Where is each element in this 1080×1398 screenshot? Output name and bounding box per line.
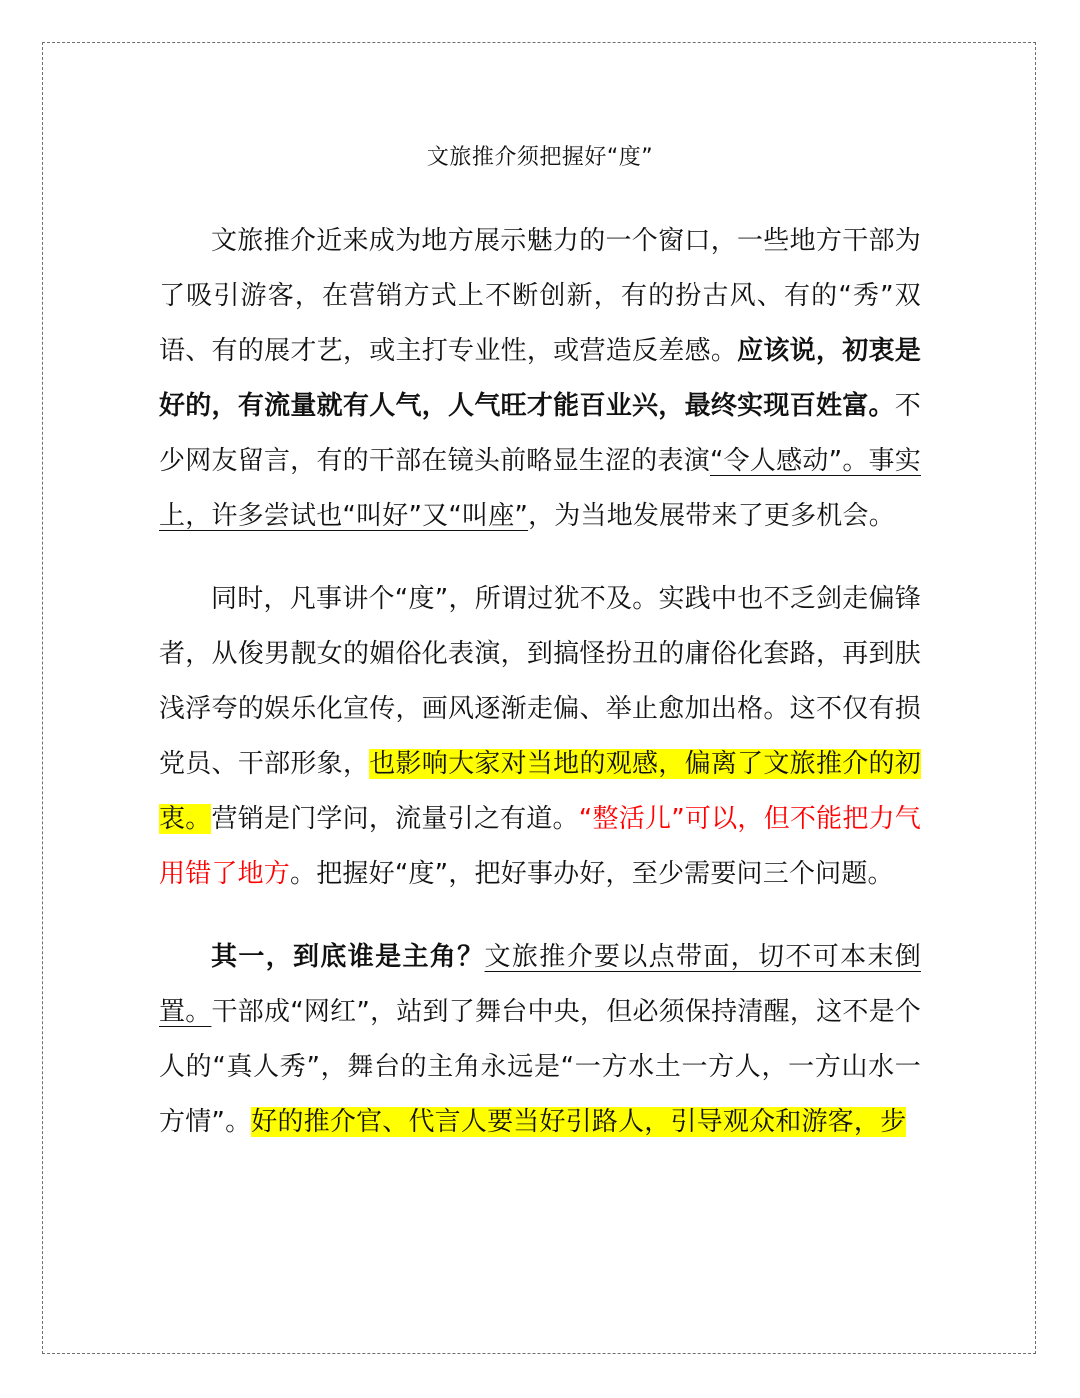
paragraph-3-bold-heading: 其一，到底谁是主角？ — [211, 942, 485, 972]
paragraph-1-text-e: ，为当地发展带来了更多机会。 — [528, 501, 895, 531]
paragraph-3-underlined-text: 文旅推介要以点带面，切不可本末倒置。 — [159, 942, 921, 1027]
paragraph-1 — [159, 214, 921, 544]
paragraph-1-underlined-text: “令人感动”。事实上，许多尝试也“叫好”又“叫座” — [159, 446, 921, 531]
paragraph-2-text-c: 营销是门学问，流量引之有道。 — [211, 804, 579, 834]
document-title: 文旅推介须把握好“度” — [426, 145, 654, 170]
paragraph-2 — [159, 572, 921, 902]
paragraph-3 — [159, 930, 921, 1150]
paragraph-2-text-e: 。把握好“度”，把好事办好，至少需要问三个问题。 — [290, 859, 894, 889]
paragraph-2-red-text: “整活儿”可以，但不能把力气用错了地方 — [159, 804, 921, 889]
paragraph-3-highlighted-text: 好的推介官、代言人要当好引路人，引导观众和游客，步 — [251, 1107, 907, 1137]
paragraph-1-text-c: 不少网友留言，有的干部在镜头前略显生涩的表演 — [159, 391, 921, 476]
paragraph-1-text-a: 文旅推介近来成为地方展示魅力的一个窗口，一些地方干部为了吸引游客，在营销方式上不断创新，有的扮古风、有的“秀”双语、有的展才艺，或主打专业性，或营造反差感。 — [159, 226, 921, 366]
document-body — [159, 214, 921, 1178]
paragraph-1-bold-text: 应该说，初衷是好的，有流量就有人气，人气旺才能百业兴，最终实现百姓富。 — [159, 336, 921, 421]
paragraph-2-text-a: 同时，凡事讲个“度”，所谓过犹不及。实践中也不乏剑走偏锋者，从俊男靓女的媚俗化表演，到搞怪扮丑的庸俗化套路，再到肤浅浮夸的娱乐化宣传，画风逐渐走偏、举止愈加出格。这不仅有损党员、干部形象， — [159, 584, 921, 779]
paragraph-2-highlighted-text: 也影响大家对当地的观感，偏离了文旅推介的初衷。 — [159, 749, 921, 834]
paragraph-3-text-c: 干部成“网红”，站到了舞台中央，但必须保持清醒，这不是个人的“真人秀”，舞台的主角永远是“一方水土一方人，一方山水一方情”。 — [159, 997, 921, 1137]
